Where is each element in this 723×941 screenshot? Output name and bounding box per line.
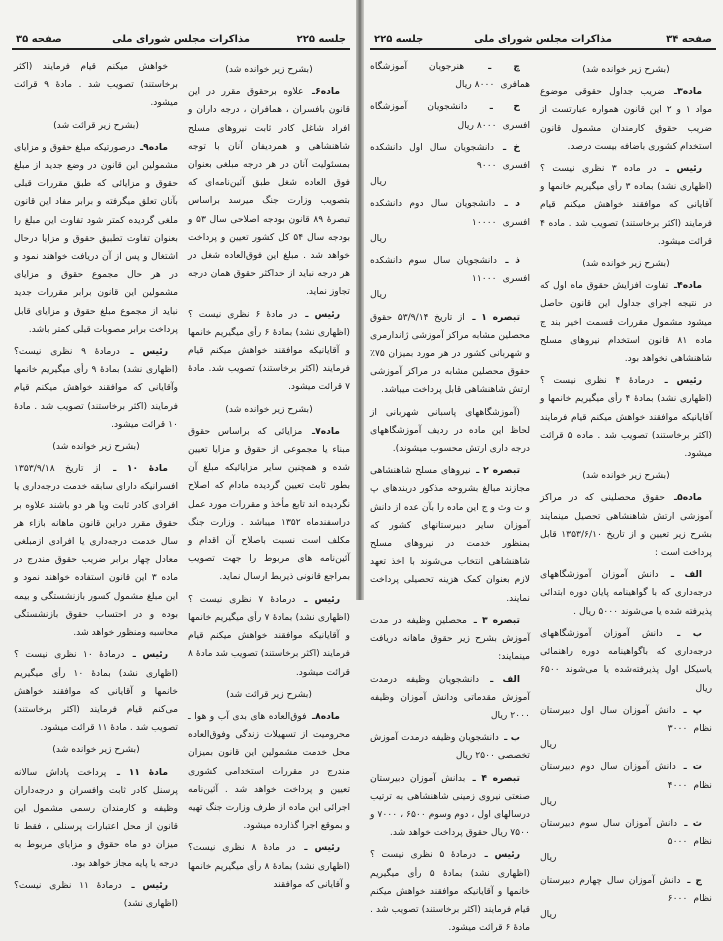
amount: ۴۰۰۰ <box>667 779 688 791</box>
paragraph <box>14 646 178 737</box>
paragraph <box>14 460 178 642</box>
paragraph <box>540 566 712 621</box>
text-column-right <box>540 58 712 928</box>
paragraph <box>370 309 530 400</box>
paragraph-text: دانش آموزان سال سوم دبیرستان نظام <box>540 817 712 848</box>
paragraph-lead: رئیس ـ <box>484 849 521 861</box>
paragraph-lead: ذ ـ <box>505 255 520 267</box>
currency-unit: ریال <box>540 908 557 920</box>
paragraph-lead: ماده۴ـ <box>673 280 703 292</box>
paragraph-text: تفاوت افزایش حقوق ماه اول که در نتیجه اجرای جداول این قانون حاصل میشود مشمول مقررات قسمت اخیر بند ج ماده ۸۱ قانون استخدام نیروهای مسلح شاهنشاهی نخواهد بود. <box>540 280 713 365</box>
paragraph-text: درمادهٔ ۱۰ نظری نیست ؟ (اظهاری نشد) بمادهٔ ۱۰ رأی میگیریم خانمها و آقایانی که موافقند خواهش می‌کنم قیام فرمایند (اکثر برخاستند) تصویب شد . مادهٔ ۱۱ قرائت میشود. <box>14 649 178 734</box>
paragraph-lead: د ـ <box>504 198 521 210</box>
paragraph-text: دانشجویان سال سوم دانشکده افسری <box>370 255 530 285</box>
paragraph-text: درصورتیکه مبلغ حقوق و مزایای مشمولین این قانون در وضع جدید از مبلغ حقوق و مزایائی که طبق مقررات قبلی بآنان تعلق میگرفته و برابر مفاد این قانون ملغی گردیده کمتر شود تفاوت این مبلغ را بعنوان تفاوت تطبیق حقوق و مزایا درحال اشتغال و پس از آن دریافت خواهند نمود و در هر حال مجموع حقوق و مزایای مشمولین این قانون برابر مقررات جدید نباید از مجموع مبلغ حقوق و مزایای قابل پرداخت برابر مصوبات قبلی کمتر باشد. <box>14 141 178 335</box>
paragraph-lead: چ ـ <box>488 61 520 72</box>
text-column-right <box>188 58 350 898</box>
paragraph-lead: رئیس ـ <box>665 163 703 175</box>
paragraph-text: مزایائی که براساس حقوق مبناء یا مجموعی از حقوق و مزایا تعیین شده و همچنین سایر مزایائیکه مبلغ آن بطور ثابت تعیین گردیده مادام که اصلاح نگردیده اند تابع مأخذ و مقررات مورد عمل دراسفندماه ۱۳۵۲ میباشد . وزارت جنگ مکلف است نسبت باصلاح آن اقدام و آئین‌نامه های مربوط را جهت تصویب بمراجع قانونی ذیربط ارسال نماید. <box>188 425 351 583</box>
paragraph-lead: پ ـ <box>683 704 703 716</box>
currency-unit: ریال <box>540 852 557 864</box>
paragraph-text: دانشجویان آموزشگاه افسری <box>370 101 530 131</box>
paragraph-lead: ماده۵ـ <box>673 492 703 504</box>
paragraph-text: بدانش آموزان دبیرستان صنعتی نیروی زمینی شاهنشاهی به ترتیب درسالهای اول ، دوم وسوم ۶۵۰۰ ، ۷۰۰۰ و ۷۵۰۰ ریال حقوق پرداخت خواهد شد. <box>370 772 530 839</box>
reading-note: (بشرح زیر قرائت شد) <box>53 119 139 131</box>
paragraph-lead: تبصره ۴ ـ <box>472 772 521 784</box>
list-item <box>540 872 712 925</box>
paragraph <box>370 671 530 726</box>
paragraph-lead: مادهٔ ۱۱ ـ <box>116 766 169 778</box>
paragraph <box>14 877 178 913</box>
paragraph-text: نیروهای مسلح شاهنشاهی مجازند مبالغ بشروحه مذکور دربندهای پ و ت وث و ج این ماده را بآن عده از دانش آموزان سایر دبیرستانهای کشور که بمنظور خدمت در نیروهای مسلح شاهنشاهی انتخاب می‌شوند با اخذ تعهد لازم بعنوان کمک هزینه تحصیلی پرداخت نمایند. <box>370 465 530 604</box>
paragraph-lead: ماده۶ـ <box>311 86 341 98</box>
paragraph-text: پرداخت پاداش سالانه پرسنل کادر ثابت وافسران و درجه‌داران وظیفه و کارمندان رسمی مشمول این قانون از محل اعتبارات پرسنلی ، فقط تا میزان دو ماه حقوق و مزایای مربوط به درجه یا پایه مجاز خواهد بود. <box>14 766 178 869</box>
reading-note: (بشرح زیر خوانده شد) <box>225 403 313 415</box>
currency-unit: ریال <box>540 795 557 807</box>
page-34 <box>364 0 723 934</box>
paragraph <box>540 83 712 156</box>
amount: ۶۰۰۰ <box>667 892 688 904</box>
amount: ۱۱۰۰۰ <box>471 273 497 285</box>
paragraph-text: دانش آموزان سال دوم دبیرستان نظام <box>540 761 712 791</box>
paragraph-text: محصلین وظیفه در مدت آموزش بشرح زیر حقوق ماهانه دریافت مینمایند: <box>370 614 530 663</box>
amount: ۹۰۰۰ <box>476 160 497 172</box>
paragraph-text: در مادهٔ ۶ نظری نیست ؟ (اظهاری نشد) بمادهٔ ۶ رأی میگیریم خانمها و آقایانیکه موافقند خواهش میکنم قیام فرمایند (اکثر برخاستند) تصویب شد. مادهٔ ۷ قرائت میشود. <box>188 308 350 393</box>
paragraph <box>14 58 178 113</box>
paragraph <box>188 591 350 682</box>
paragraph <box>370 770 530 843</box>
paragraph-text: دانش آموزان آموزشگاههای درجه‌داری که باگواهینامه دوره راهنمائی یاسیکل اول پذیرفته‌شده یا می‌شوند ۶۵۰۰ ریال <box>540 627 712 694</box>
paragraph-lead: رئیس ـ <box>664 375 703 387</box>
paragraph-lead: ماده۸ـ <box>311 710 340 722</box>
paragraph-text: دانش آموزان آموزشگاههای درجه‌داری که با گواهینامه پایان دوره ابتدائی پذیرفته شده یا می‌شوند ۵۰۰۰ ریال . <box>540 569 712 617</box>
list-item <box>370 195 530 248</box>
paragraph-text: درمادهٔ ۴ نظری نیست ؟ (اظهاری نشد) بمادهٔ ۴ رأی میگیریم خانمها و آقایانیکه موافقند خواهش میکنم قیام فرمایند (اکثر برخاستند) تصویب شد . ماده ۵ قرائت میشود. <box>540 375 712 460</box>
amount: ۵۰۰۰ <box>667 836 688 848</box>
paragraph-lead: رئیس ـ <box>130 346 168 358</box>
paragraph <box>14 139 178 339</box>
paragraph <box>188 306 350 397</box>
paragraph-text: دانش آموزان سال اول دبیرستان نظام <box>540 704 712 734</box>
paragraph-lead: مادهٔ ۱۰ ـ <box>113 463 168 475</box>
paragraph-text: از تاریخ ۵۳/۹/۱۴ حقوق محصلین مشابه مراکز آموزشی ژاندارمری و شهربانی کشور در هر مورد بمیزان ۷۵٪ حقوق محصلین مشابه در مراکز آموزشی ارتش شاهنشاهی قابل پرداخت میباشد. <box>370 311 530 396</box>
paragraph <box>14 764 178 873</box>
list-item <box>370 139 530 192</box>
running-title: مذاکرات مجلس شورای ملی <box>112 34 250 45</box>
amount: ۸۰۰۰ ریال <box>455 79 495 91</box>
paragraph <box>188 83 350 301</box>
paragraph-text: درمادهٔ ۹ نظری نیست؟ (اظهاری نشد) بمادهٔ ۹ رأی میگیریم خانمها وآقایانی که موافقند خواهش میکنم قیام فرمایند (اکثر برخاستند) تصویب شد . مادهٔ ۱۰ قرائت میشود. <box>14 346 178 430</box>
paragraph-text: دانش آموزان سال چهارم دبیرستان نظام <box>540 874 712 904</box>
paragraph-lead: ماده۷ـ <box>311 425 340 437</box>
paragraph-text: دانشجویان سال اول دانشکده افسری <box>370 141 530 172</box>
paragraph-lead: تبصره ۲ ـ <box>476 465 521 477</box>
paragraph-lead: ماده۳ـ <box>673 86 703 98</box>
paragraph-lead: ج ـ <box>687 874 703 886</box>
amount: ۳۰۰۰ <box>667 722 688 734</box>
paragraph-lead: ث ـ <box>684 817 702 829</box>
paragraph-text: از تاریخ ۱۳۵۳/۹/۱۸ افسرانیکه دارای سابقه خدمت درجه‌داری یا افرادی کادر ثابت ویا هر دو باشند علاوه بر حقوق مقرر دراین قانون ماهانه بازاء هر سال خدمت درجه‌داری یا افرادی ازمبلغی معادل چهار برابر ضریب حقوق مندرج در ماده ۳ این قانون استفاده خواهند نمود و این مبلغ مشمول کسور بازنشستگی و بیمه بوده و در احتساب حقوق بازنشستگی محاسبه ومنظور خواهد شد. <box>14 463 179 639</box>
reading-note: (بشرح زیر خوانده شد) <box>225 64 313 75</box>
page-header <box>370 34 716 50</box>
paragraph-lead: خ ـ <box>502 141 520 153</box>
amount: ۱۰۰۰۰ <box>471 216 497 228</box>
page-35 <box>0 0 358 909</box>
paragraph <box>188 708 350 835</box>
paragraph <box>540 372 712 463</box>
paragraph-lead: ب ـ <box>504 732 521 744</box>
amount: ۸۰۰۰ ریال <box>457 119 497 131</box>
paragraph <box>370 404 530 459</box>
paragraph-text: درمادهٔ ۵ نظری نیست ؟ (اظهاری نشد) بمادهٔ ۵ رأی میگیریم خانمها و آقایانیکه موافقند خواهش میکنم قیام فرمایند (اکثر برخاستند) تصویب شد . مادهٔ ۶ قرائت میشود. <box>370 849 530 934</box>
paragraph <box>188 839 350 894</box>
paragraph-text: دانشجویان وظیفه درمدت آموزش مقدماتی ودانش آموزان وظیفه ۲۰۰۰ ریال <box>370 673 530 721</box>
paragraph-text: در ماده ۳ نظری نیست ؟ (اظهاری نشد) بماده ۳ رأی میگیریم خانمها و آقایانی که موافقند خواهش میکنم قیام فرمایند (اکثر برخاستند) تصویب شد . ماده ۴ قرائت میشود. <box>540 163 712 247</box>
paragraph-lead: ت ـ <box>683 761 703 773</box>
paragraph-lead: رئیس ـ <box>131 879 168 891</box>
paragraph-text: درمادهٔ ۷ نظری نیست ؟ (اظهاری نشد) بمادهٔ ۷ رأی میگیریم خانمها و آقایانیکه موافقند خواهش میکنم قیام فرمایند (اکثر برخاستند) تصویب شد مادهٔ ۸ قرائت میشود. <box>188 593 350 678</box>
page-header <box>12 34 350 50</box>
reading-note: (بشرح زیر خوانده شد) <box>582 470 670 482</box>
paragraph-lead: ب ـ <box>677 627 703 639</box>
paragraph-text: دانشجویان وظیفه درمدت آموزش تخصصی ۲۵۰۰ ریال <box>370 732 530 762</box>
paragraph <box>540 489 712 562</box>
page-number: صفحه ۳۴ <box>666 34 712 45</box>
paragraph-text: (آموزشگاههای پاسبانی شهربانی از لحاظ این ماده در ردیف آموزشگاههای درجه داری ارتش محسوب میشوند). <box>370 406 530 455</box>
paragraph-text: علاوه برحقوق مقرر در این قانون بافسران ، همافران ، درجه داران و افراد شاغل کادر ثابت نیروهای مسلح شاهنشاهی و همردیفان آنان با توجه بمسئولیت آنان در هر درجه مبلغی بعنوان فوق العاده شغل طبق آئین‌نامه‌ای که بتصویب وزارت جنگ میرسد براساس تبصرهٔ ۸۹ قانون بودجه اصلاحی سال ۵۳ و بودجه سال ۵۴ کل کشور تعیین و پرداخت خواهد شد . مبلغ این فوق‌العاده شغل در هر درجه نباید از حداکثر حقوق همان درجه تجاوز نماید. <box>188 86 351 298</box>
reading-note: (بشرح زیر خوانده شد) <box>52 744 140 756</box>
currency-unit: ریال <box>540 739 557 751</box>
paragraph-lead: ح ـ <box>489 101 521 113</box>
currency-unit: ریال <box>370 232 387 244</box>
paragraph <box>14 343 178 434</box>
currency-unit: ریال <box>370 176 387 188</box>
paragraph-lead: الف ـ <box>670 569 703 581</box>
reading-note: (بشرح زیر خوانده شد) <box>52 441 140 453</box>
list-item <box>370 98 530 134</box>
paragraph-lead: رئیس ـ <box>305 308 341 320</box>
paragraph-text: درمادهٔ ۱۱ نظری نیست؟ (اظهاری نشد) <box>14 879 178 909</box>
list-item <box>540 702 712 755</box>
list-item <box>370 58 530 94</box>
paragraph <box>370 462 530 608</box>
text-column-left <box>370 58 530 941</box>
paragraph-text: هنرجویان آموزشگاه همافری <box>370 61 530 91</box>
paragraph-lead: رئیس ـ <box>304 842 340 854</box>
paragraph-text: در مادهٔ ۸ نظری نیست؟ (اظهاری نشد) بمادهٔ ۸ رأی میگیریم خانمها و آقایانی که موافقند <box>188 842 350 890</box>
list-item <box>540 758 712 811</box>
running-title: مذاکرات مجلس شورای ملی <box>474 34 612 45</box>
paragraph-text: حقوق محصلینی که در مراکز آموزشی ارتش شاهنشاهی تحصیل مینمایند بشرح زیر تعیین و از تاریخ ۱۳۵۳/۶/۱۰ قابل پرداخت است : <box>540 492 712 559</box>
page-number: صفحه ۳۵ <box>16 34 62 45</box>
paragraph <box>540 160 712 251</box>
reading-note: (بشرح زیر قرائت شد) <box>226 688 312 700</box>
paragraph-lead: تبصره ۱ ـ <box>472 311 521 323</box>
paragraph-lead: الف ـ <box>490 673 520 685</box>
paragraph-lead: ماده۹ـ <box>139 141 168 153</box>
paragraph <box>370 612 530 667</box>
paragraph-text: فوق‌العاده های بدی آب و هوا ـ محرومیت از تسهیلات زندگی وفوق‌العاده محل خدمت مشمولین این قانون بمیزان مندرج در مقررات استخدامی کشوری تعیین و پرداخت خواهد شد . آئین‌نامه اجرائی این ماده از طرف وزارت جنگ تهیه و بموقع اجرا گذارده میشود. <box>188 710 350 832</box>
paragraph-lead: رئیس ـ <box>132 649 169 661</box>
paragraph <box>540 625 712 698</box>
paragraph-text: خواهش میکنم قیام فرمایند (اکثر برخاستند) تصویب شد . مادهٔ ۹ قرائت میشود. <box>14 61 178 109</box>
paragraph-lead: رئیس ـ <box>304 593 340 605</box>
session-number: جلسه ۲۲۵ <box>374 34 424 45</box>
text-column-left <box>14 58 178 917</box>
paragraph <box>188 423 350 587</box>
paragraph-text: ضریب جداول حقوقی موضوع مواد ۱ و ۲ این قانون همواره عبارتست از ضریب حقوق کارمندان مشمول قانون استخدام کشوری باضافه بیست درصد. <box>540 86 712 152</box>
currency-unit: ریال <box>370 289 387 301</box>
paragraph-text: دانشجویان سال دوم دانشکده افسری <box>370 198 530 228</box>
reading-note: (بشرح زیر خوانده شد) <box>582 64 670 75</box>
paragraph <box>370 846 530 937</box>
list-item <box>540 815 712 868</box>
list-item <box>370 252 530 305</box>
paragraph-lead: تبصره ۳ ـ <box>473 614 521 626</box>
paragraph <box>540 277 712 368</box>
session-number: جلسه ۲۲۵ <box>296 34 346 45</box>
reading-note: (بشرح زیر خوانده شد) <box>582 258 670 270</box>
paragraph <box>370 729 530 765</box>
